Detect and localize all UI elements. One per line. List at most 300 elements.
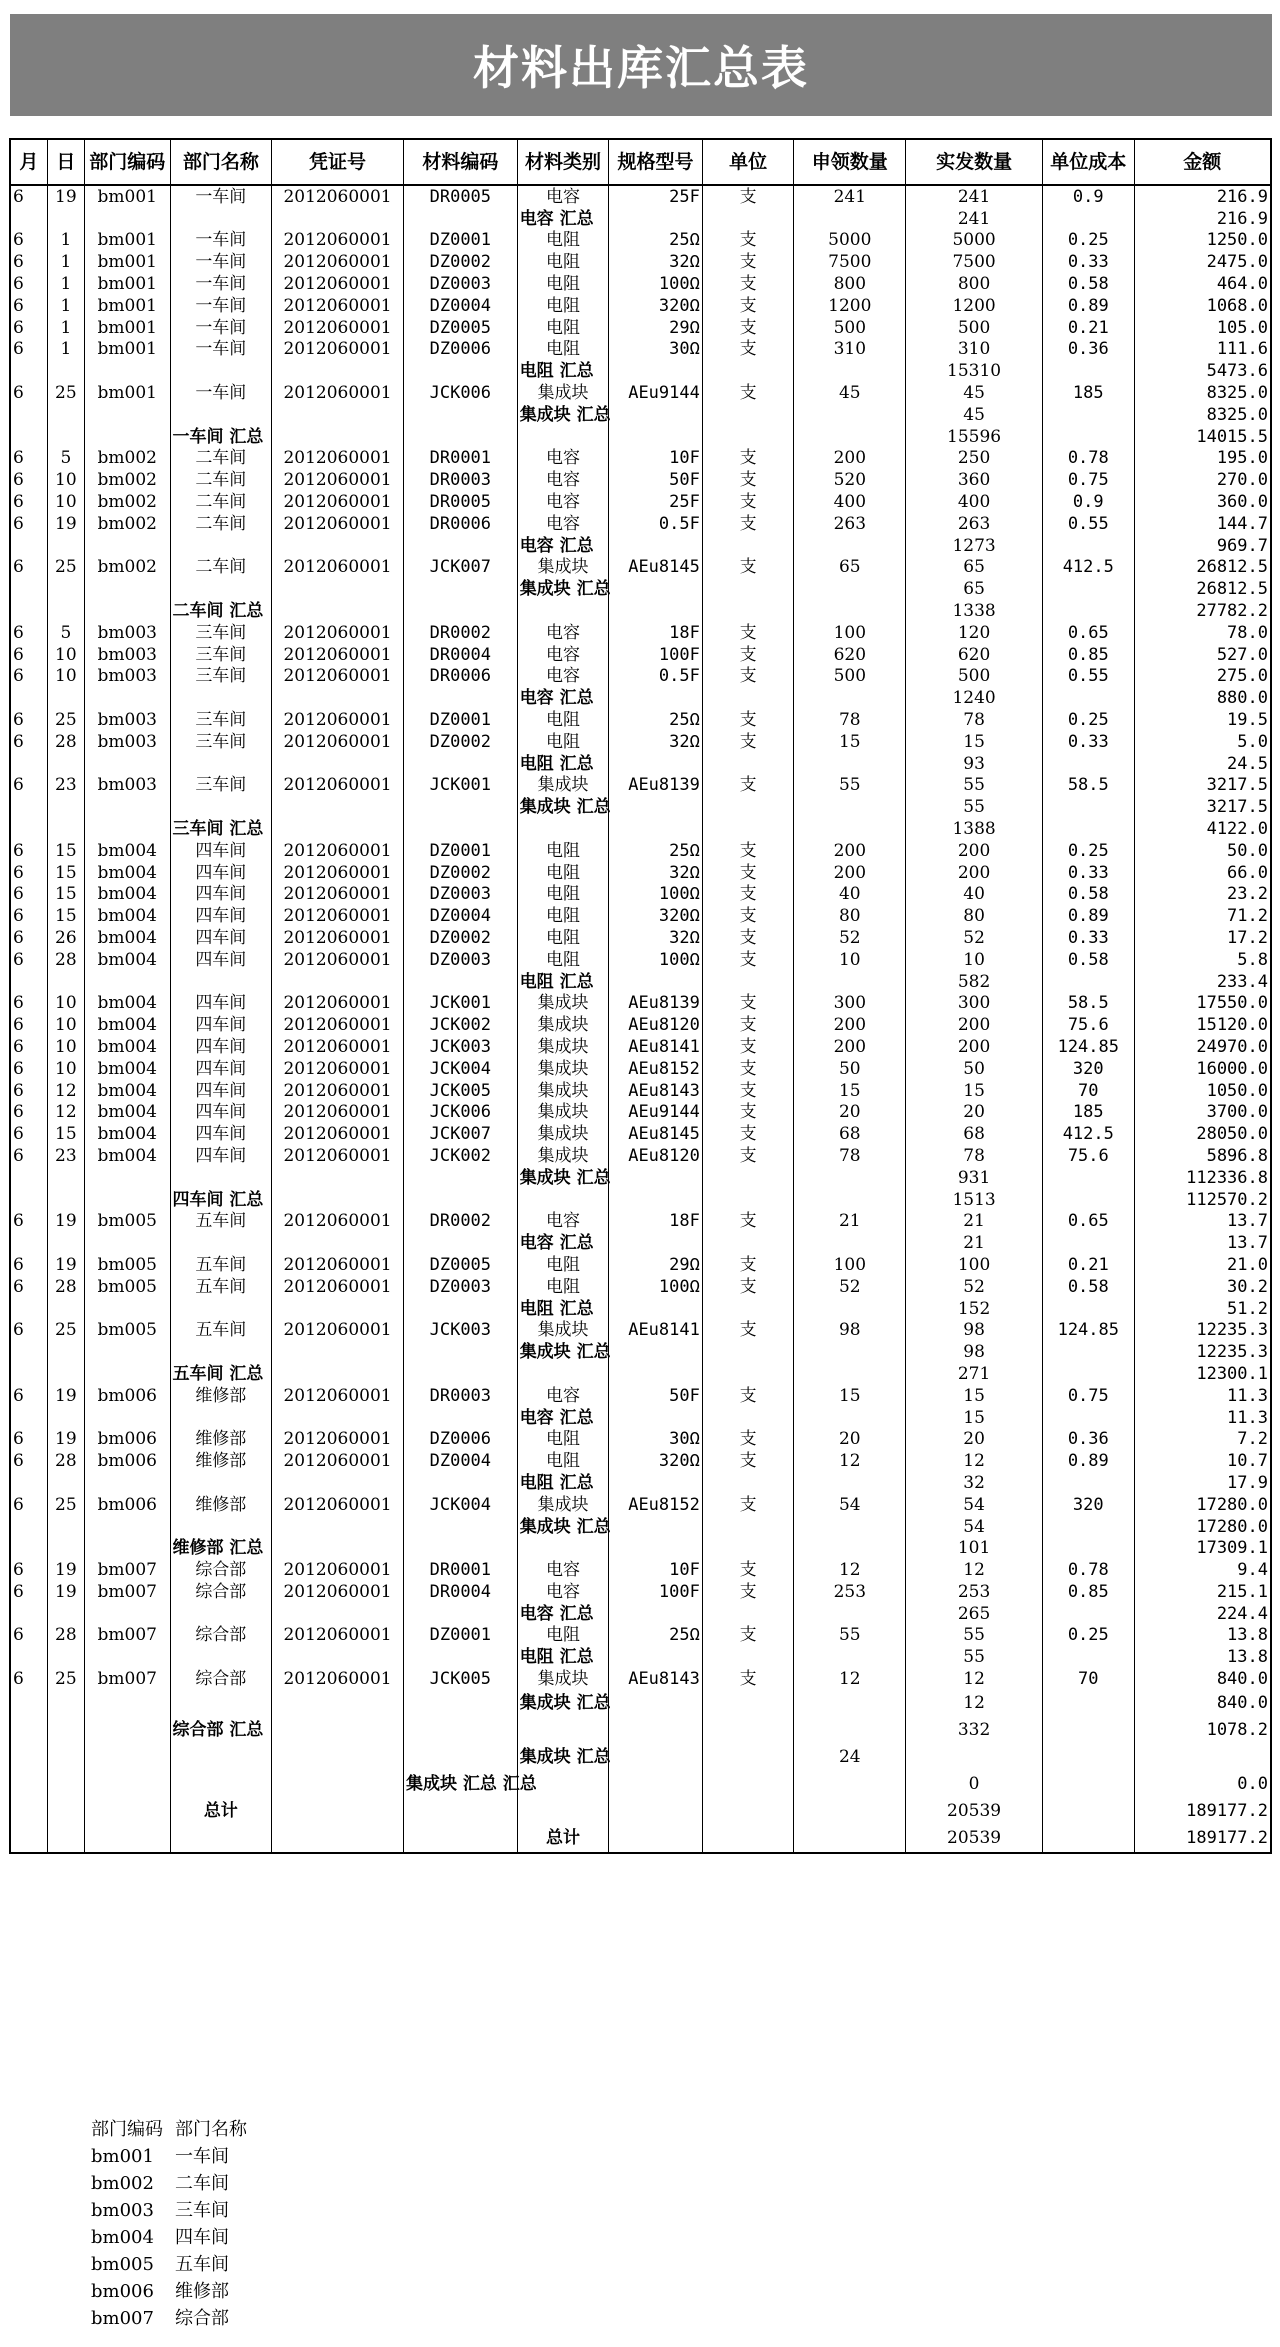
table-cell: 19 [47,1581,84,1603]
table-cell [272,753,404,775]
table-cell: 241 [794,185,906,208]
table-cell: 19 [47,1210,84,1232]
table-cell: 支 [702,295,794,317]
table-cell [272,1516,404,1538]
table-cell [609,1690,703,1717]
table-cell: 7500 [906,251,1043,273]
table-cell: 1 [47,230,84,252]
table-cell: 0.55 [1043,513,1135,535]
subtotal-label: 电容 汇总 [517,1232,609,1254]
table-cell [794,687,906,709]
table-row [10,622,1271,644]
table-cell: DR0001 [403,1559,517,1581]
table-cell: 集成块 [517,1668,609,1690]
subtotal-row [10,426,1271,448]
table-cell: 6 [10,1494,47,1516]
table-cell [906,1744,1043,1771]
table-cell: 集成块 [517,1319,609,1341]
table-cell [10,208,47,230]
table-cell [794,753,906,775]
table-row [10,491,1271,513]
table-cell [272,535,404,557]
subtotal-row [10,578,1271,600]
subtotal-label: 集成块 汇总 [517,1516,609,1538]
table-cell [84,600,170,622]
table-cell [403,1189,517,1211]
subtotal-label: 电阻 汇总 [517,1298,609,1320]
table-cell: 400 [794,491,906,513]
subtotal-issued-qty: 15596 [906,426,1043,448]
subtotal-issued-qty: 1513 [906,1189,1043,1211]
table-row [10,513,1271,535]
table-cell: 78 [906,709,1043,731]
col-material-category: 材料类别 [517,139,609,185]
table-cell [47,818,84,840]
table-cell: 支 [702,1145,794,1167]
table-cell: 支 [702,1276,794,1298]
table-cell [794,1717,906,1744]
table-cell: DZ0005 [403,317,517,339]
table-cell [1043,1744,1135,1771]
table-cell [47,360,84,382]
subtotal-issued-qty: 1273 [906,535,1043,557]
subtotal-row [10,404,1271,426]
table-cell: 12235.3 [1134,1319,1271,1341]
table-cell: 5.0 [1134,731,1271,753]
table-cell: 0.25 [1043,840,1135,862]
subtotal-issued-qty: 152 [906,1298,1043,1320]
table-cell [84,1516,170,1538]
table-cell: 支 [702,709,794,731]
table-cell: 集成块 [517,1036,609,1058]
table-cell: 32Ω [609,251,703,273]
table-cell: 1050.0 [1134,1080,1271,1102]
table-cell [84,1537,170,1559]
table-cell: 综合部 [170,1559,272,1581]
table-cell [47,1472,84,1494]
table-cell: 10 [47,1036,84,1058]
table-cell [47,1516,84,1538]
table-cell: 25Ω [609,840,703,862]
table-cell: 电容 [517,1559,609,1581]
table-cell [403,1407,517,1429]
table-cell: 电容 [517,1210,609,1232]
table-cell: 30.2 [1134,1276,1271,1298]
subtotal-label: 四车间 汇总 [170,1189,272,1211]
table-cell: 2012060001 [272,1494,404,1516]
table-cell: 124.85 [1043,1036,1135,1058]
table-cell: 25Ω [609,230,703,252]
table-cell [702,1516,794,1538]
subtotal-label: 电阻 汇总 [517,1646,609,1668]
table-cell: 54 [794,1494,906,1516]
table-cell [47,1537,84,1559]
col-unit: 单位 [702,139,794,185]
table-cell: 253 [794,1581,906,1603]
subtotal-label: 集成块 汇总 [517,1341,609,1363]
table-cell [517,1717,609,1744]
table-cell: 支 [702,666,794,688]
table-cell: 32Ω [609,731,703,753]
table-cell: 26812.5 [1134,557,1271,579]
table-cell [10,1771,47,1798]
table-cell [272,1825,404,1853]
table-cell [10,1646,47,1668]
table-cell: 28050.0 [1134,1123,1271,1145]
table-cell: 15 [47,905,84,927]
subtotal-amount: 27782.2 [1134,600,1271,622]
table-cell: 0.25 [1043,230,1135,252]
table-cell: JCK007 [403,1123,517,1145]
table-cell [47,1744,84,1771]
table-cell [702,535,794,557]
table-cell [84,1298,170,1320]
table-cell: 电阻 [517,251,609,273]
table-cell: 464.0 [1134,273,1271,295]
table-row [10,1058,1271,1080]
table-cell: DR0002 [403,1210,517,1232]
table-cell: bm006 [84,1494,170,1516]
table-cell: 200 [794,862,906,884]
subtotal-row [10,1771,1271,1798]
table-cell: 0.75 [1043,1385,1135,1407]
table-cell: 支 [702,230,794,252]
table-cell [1043,1603,1135,1625]
legend-dept-name: 维修部 [175,2281,229,2302]
table-cell [609,1407,703,1429]
subtotal-issued-qty: 45 [906,404,1043,426]
table-cell: 124.85 [1043,1319,1135,1341]
subtotal-row [10,1516,1271,1538]
table-cell: 维修部 [170,1385,272,1407]
table-cell [1043,1771,1135,1798]
subtotal-row [10,1646,1271,1668]
table-cell [10,1189,47,1211]
table-cell: 70 [1043,1080,1135,1102]
table-cell [403,426,517,448]
table-cell: 10F [609,1559,703,1581]
table-cell [84,753,170,775]
table-cell [47,1232,84,1254]
table-cell: 6 [10,1254,47,1276]
subtotal-row [10,600,1271,622]
table-cell [10,1603,47,1625]
table-cell: 10F [609,448,703,470]
table-cell [170,1407,272,1429]
table-cell [794,1798,906,1825]
table-cell: bm004 [84,905,170,927]
subtotal-issued-qty: 241 [906,208,1043,230]
subtotal-row [10,1690,1271,1717]
table-cell [170,687,272,709]
table-cell [794,1232,906,1254]
table-cell: bm002 [84,469,170,491]
table-cell: 0.78 [1043,1559,1135,1581]
subtotal-label: 三车间 汇总 [170,818,272,840]
subtotal-issued-qty: 15310 [906,360,1043,382]
table-cell [794,1537,906,1559]
table-cell: 241 [906,185,1043,208]
table-cell [10,1690,47,1717]
table-cell [272,1717,404,1744]
table-cell [170,404,272,426]
table-cell [794,600,906,622]
table-cell: 320Ω [609,1450,703,1472]
table-cell: 320 [1043,1494,1135,1516]
table-cell [702,1472,794,1494]
table-cell: 2012060001 [272,949,404,971]
subtotal-row [10,753,1271,775]
subtotal-row [10,796,1271,818]
table-cell: 支 [702,1385,794,1407]
table-cell: 5.8 [1134,949,1271,971]
table-cell: bm001 [84,339,170,361]
table-cell [609,796,703,818]
subtotal-label: 综合部 汇总 [170,1717,272,1744]
table-cell [702,600,794,622]
subtotal-row [10,1717,1271,1744]
table-cell: JCK006 [403,382,517,404]
table-row [10,666,1271,688]
table-cell: 6 [10,1036,47,1058]
col-dept-code: 部门编码 [84,139,170,185]
table-cell: 1200 [794,295,906,317]
table-cell [47,1825,84,1853]
table-cell: 17.2 [1134,927,1271,949]
table-cell: 2012060001 [272,1123,404,1145]
table-cell: 电阻 [517,1450,609,1472]
table-cell [609,426,703,448]
subtotal-row [10,687,1271,709]
table-row [10,992,1271,1014]
table-cell: 100 [794,622,906,644]
table-cell [84,1341,170,1363]
table-cell [609,1189,703,1211]
table-cell: 52 [794,1276,906,1298]
table-row [10,1668,1271,1690]
table-cell: JCK005 [403,1668,517,1690]
table-cell: 185 [1043,382,1135,404]
table-cell [84,1798,170,1825]
table-cell: 18F [609,1210,703,1232]
table-cell: 40 [906,884,1043,906]
table-cell: bm004 [84,1058,170,1080]
table-cell [84,1603,170,1625]
table-cell: JCK001 [403,992,517,1014]
table-cell: 1 [47,251,84,273]
table-cell: 412.5 [1043,1123,1135,1145]
subtotal-amount: 4122.0 [1134,818,1271,840]
subtotal-label: 集成块 汇总 [517,1744,609,1771]
subtotal-amount: 189177.2 [1134,1798,1271,1825]
table-cell: 50F [609,1385,703,1407]
table-cell [170,1232,272,1254]
subtotal-issued-qty: 265 [906,1603,1043,1625]
table-cell [272,1341,404,1363]
table-cell: 支 [702,1450,794,1472]
table-cell: 维修部 [170,1450,272,1472]
subtotal-amount: 17309.1 [1134,1537,1271,1559]
table-cell [47,426,84,448]
table-cell [10,971,47,993]
subtotal-row [10,1537,1271,1559]
col-requested-qty: 申领数量 [794,139,906,185]
table-cell: 一车间 [170,317,272,339]
table-cell: DR0005 [403,491,517,513]
table-cell [170,1341,272,1363]
table-cell [84,1167,170,1189]
table-cell [702,360,794,382]
table-cell [609,578,703,600]
table-cell: 800 [794,273,906,295]
table-cell: 28 [47,949,84,971]
table-cell: 25F [609,491,703,513]
table-cell [47,404,84,426]
table-cell: 一车间 [170,273,272,295]
table-cell [47,1771,84,1798]
table-cell [1134,1744,1271,1771]
table-cell: bm003 [84,731,170,753]
department-legend [91,2116,247,2332]
table-cell: 集成块 [517,382,609,404]
table-cell: 电容 [517,1581,609,1603]
table-cell [272,1646,404,1668]
table-cell [517,600,609,622]
table-cell [170,1516,272,1538]
table-cell: 1068.0 [1134,295,1271,317]
legend-dept-name: 四车间 [175,2227,229,2248]
table-cell: 500 [906,666,1043,688]
table-cell: 200 [906,1036,1043,1058]
table-cell: 2012060001 [272,884,404,906]
table-cell: 80 [794,905,906,927]
table-cell: 0.33 [1043,862,1135,884]
table-cell: 10 [794,949,906,971]
table-cell: 20 [794,1101,906,1123]
table-cell: AEu8139 [609,992,703,1014]
table-cell: bm004 [84,884,170,906]
subtotal-row [10,1189,1271,1211]
table-cell: 19 [47,1254,84,1276]
table-cell: 6 [10,709,47,731]
table-cell [403,578,517,600]
table-cell: 0.33 [1043,251,1135,273]
table-cell: 维修部 [170,1428,272,1450]
table-cell: 360 [906,469,1043,491]
table-cell: 300 [794,992,906,1014]
table-cell [1043,687,1135,709]
table-cell [1043,1472,1135,1494]
table-cell: 0.55 [1043,666,1135,688]
table-cell: 15 [47,840,84,862]
table-cell: 500 [906,317,1043,339]
table-cell: 1250.0 [1134,230,1271,252]
table-cell: 100Ω [609,884,703,906]
table-cell: 6 [10,317,47,339]
table-cell [47,208,84,230]
table-cell [702,404,794,426]
table-cell: 18F [609,622,703,644]
subtotal-label: 集成块 汇总 [517,404,609,426]
table-cell [47,1646,84,1668]
col-unit-cost: 单位成本 [1043,139,1135,185]
table-cell: 6 [10,491,47,513]
table-cell: 四车间 [170,840,272,862]
table-cell: 2012060001 [272,273,404,295]
table-cell: 7500 [794,251,906,273]
table-cell [84,687,170,709]
table-cell: 2475.0 [1134,251,1271,273]
col-issued-qty: 实发数量 [906,139,1043,185]
table-cell: 6 [10,1385,47,1407]
table-cell [170,1646,272,1668]
table-cell [517,818,609,840]
table-cell: DR0004 [403,1581,517,1603]
table-cell: 0.9 [1043,185,1135,208]
table-cell [702,796,794,818]
table-cell [403,1744,517,1771]
table-row [10,1625,1271,1647]
table-cell [794,796,906,818]
table-cell: 23 [47,1145,84,1167]
table-cell: 185 [1043,1101,1135,1123]
table-cell [47,687,84,709]
table-cell: 32Ω [609,927,703,949]
table-cell: bm001 [84,230,170,252]
table-row [10,1385,1271,1407]
table-row [10,251,1271,273]
table-cell: 6 [10,949,47,971]
table-cell: JCK003 [403,1036,517,1058]
table-cell: DZ0003 [403,884,517,906]
table-cell: 5000 [906,230,1043,252]
table-cell [1043,208,1135,230]
table-cell: 45 [906,382,1043,404]
table-cell: 28 [47,731,84,753]
table-cell: 支 [702,731,794,753]
table-cell: 电阻 [517,949,609,971]
table-cell: bm007 [84,1559,170,1581]
table-cell: 电阻 [517,731,609,753]
table-cell: bm001 [84,251,170,273]
table-cell [10,1717,47,1744]
table-cell: 6 [10,1319,47,1341]
table-cell: 840.0 [1134,1668,1271,1690]
table-cell: 6 [10,339,47,361]
table-cell: 320Ω [609,905,703,927]
table-cell: 电容 [517,1385,609,1407]
table-cell [272,1744,404,1771]
table-cell [170,753,272,775]
table-cell [702,426,794,448]
subtotal-issued-qty: 20539 [906,1825,1043,1853]
table-cell [609,600,703,622]
table-cell [1043,796,1135,818]
table-cell: 支 [702,1254,794,1276]
table-cell [609,1603,703,1625]
table-cell [170,578,272,600]
table-cell: 55 [794,1625,906,1647]
table-cell: 20 [906,1428,1043,1450]
table-cell: 2012060001 [272,339,404,361]
subtotal-label: 电阻 汇总 [517,1472,609,1494]
table-cell: JCK007 [403,557,517,579]
subtotal-issued-qty: 20539 [906,1798,1043,1825]
table-cell: 一车间 [170,230,272,252]
table-cell [84,426,170,448]
table-cell: 500 [794,666,906,688]
table-cell: 0.58 [1043,884,1135,906]
